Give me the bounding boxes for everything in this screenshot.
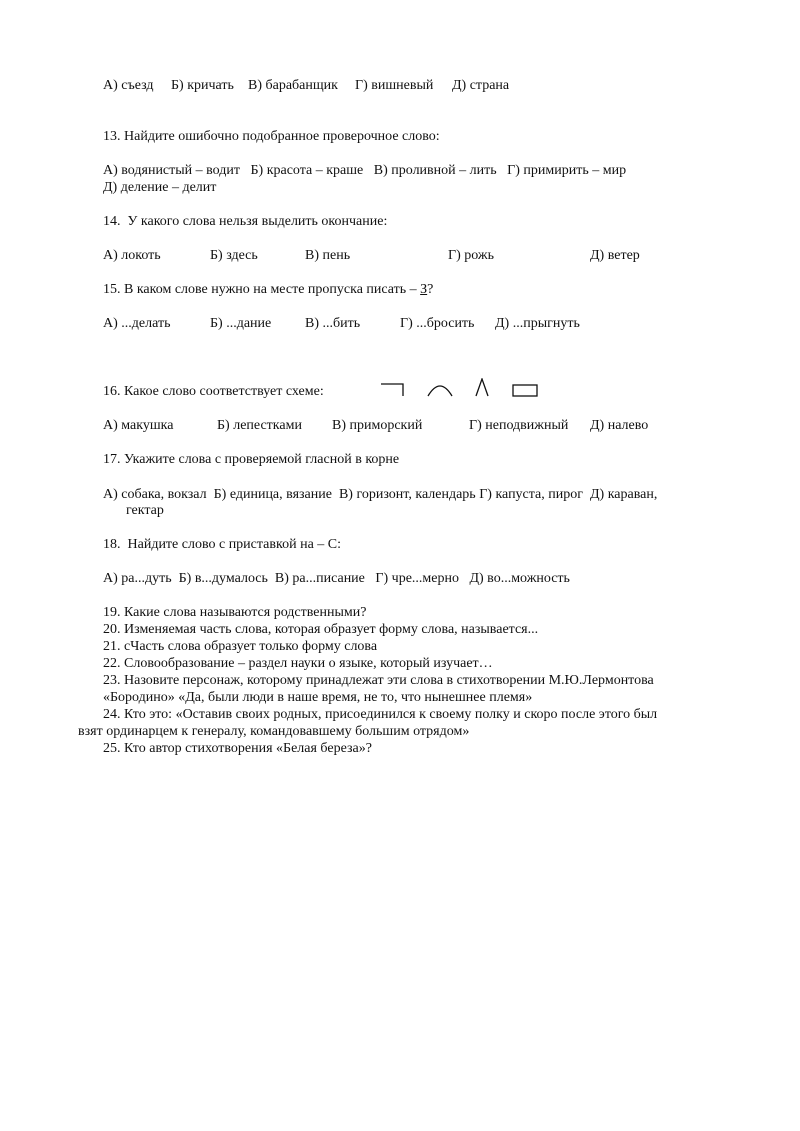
- q16-option-a: А) макушка: [103, 418, 174, 433]
- q12-option-e: Д) страна: [452, 78, 510, 93]
- q14-option-b: Б) здесь: [210, 248, 258, 263]
- q12-option-b: Б) кричать: [171, 78, 234, 93]
- q13-question: 13. Найдите ошибочно подобранное проверочное слово:: [103, 129, 440, 144]
- q12-option-a: А) съезд: [103, 78, 154, 93]
- q16-option-c: В) приморский: [332, 418, 423, 433]
- q13-options-line2: Д) деление – делит: [103, 180, 217, 195]
- q21-question: 21. сЧасть слова образует только форму слова: [103, 639, 378, 654]
- q19-question: 19. Какие слова называются родственными?: [103, 605, 367, 620]
- suffix-icon: [476, 379, 488, 396]
- q20-question: 20. Изменяемая часть слова, которая образует форму слова, называется...: [103, 622, 539, 637]
- q16-option-b: Б) лепестками: [217, 418, 302, 433]
- q12-option-c: В) барабанщик: [248, 78, 338, 93]
- q12-option-d: Г) вишневый: [355, 78, 434, 93]
- q15-option-b: Б) ...дание: [210, 316, 272, 331]
- q24-question-line1: 24. Кто это: «Оставив своих родных, присоединился к своему полку и скоро после этого был: [103, 707, 658, 722]
- q14-question: 14. У какого слова нельзя выделить окончание:: [103, 214, 388, 229]
- q15-letter: З: [420, 282, 428, 297]
- q17-question: 17. Укажите слова с проверяемой гласной в корне: [103, 452, 400, 467]
- word-structure-schema: [378, 378, 548, 400]
- q16-question: 16. Какое слово соответствует схеме:: [103, 384, 324, 399]
- q15-option-a: А) ...делать: [103, 316, 171, 331]
- q23-question-line2: «Бородино» «Да, были люди в наше время, не то, что нынешнее племя»: [103, 690, 533, 705]
- q15-question: [103, 282, 433, 298]
- q16-option-e: Д) налево: [590, 418, 649, 433]
- q25-question: 25. Кто автор стихотворения «Белая береза»?: [103, 741, 372, 756]
- q13-options-line1: А) водянистый – водит Б) красота – краше В) проливной – лить Г) примирить – мир: [103, 163, 627, 178]
- q15-option-e: Д) ...прыгнуть: [495, 316, 580, 331]
- q23-question-line1: 23. Назовите персонаж, которому принадлежат эти слова в стихотворении М.Ю.Лермонтова: [103, 673, 654, 688]
- q15-option-d: Г) ...бросить: [400, 316, 475, 331]
- q24-question-line2: взят ординарцем к генералу, командовавшему большим отрядом»: [78, 724, 470, 739]
- root-icon: [428, 386, 452, 396]
- q14-option-c: В) пень: [305, 248, 351, 263]
- q15-question-prefix: 15. В каком слове нужно на месте пропуска писать –: [103, 282, 421, 297]
- q17-options-line2: гектар: [126, 503, 164, 518]
- q14-option-d: Г) рожь: [448, 248, 494, 263]
- q15-option-c: В) ...бить: [305, 316, 361, 331]
- q14-option-a: А) локоть: [103, 248, 161, 263]
- q18-question: 18. Найдите слово с приставкой на – С:: [103, 537, 342, 552]
- q14-option-e: Д) ветер: [590, 248, 640, 263]
- q15-question-suffix: ?: [427, 282, 434, 297]
- ending-icon: [513, 385, 537, 396]
- prefix-icon: [381, 384, 403, 396]
- q18-options: А) ра...дуть Б) в...думалось В) ра...писание Г) чре...мерно Д) во...можность: [103, 571, 570, 586]
- q22-question: 22. Словообразование – раздел науки о языке, который изучает…: [103, 656, 493, 671]
- q17-options-line1: А) собака, вокзал Б) единица, вязание В) горизонт, календарь Г) капуста, пирог Д) караван,: [103, 487, 658, 502]
- q16-option-d: Г) неподвижный: [469, 418, 569, 433]
